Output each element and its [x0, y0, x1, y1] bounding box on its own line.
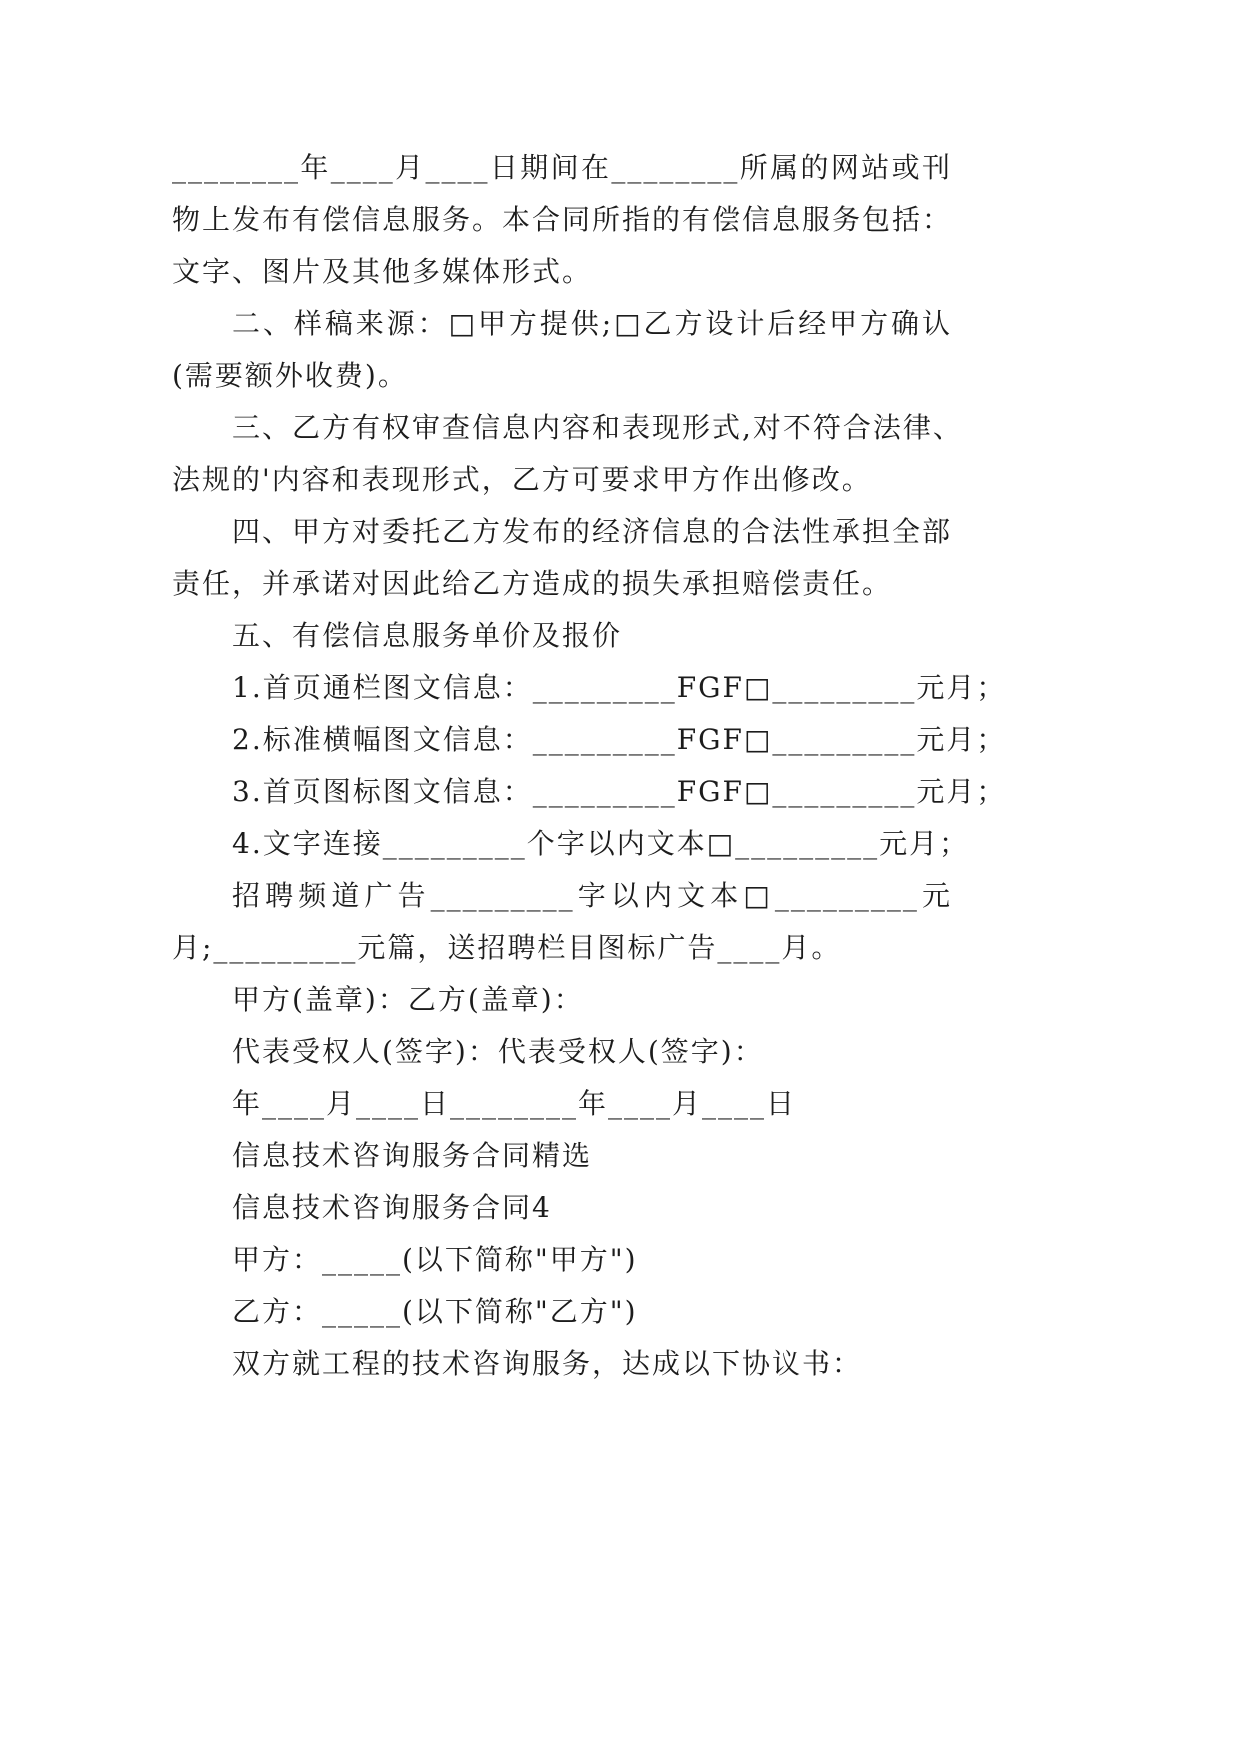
paragraph-line: 四、甲方对委托乙方发布的经济信息的合法性承担全部 [232, 515, 953, 548]
paragraph-line: 双方就工程的技术咨询服务，达成以下协议书： [232, 1347, 863, 1380]
date-line: 年____月____日________年____月____日 [232, 1087, 797, 1120]
paragraph-line: 月;_________元篇，送招聘栏目图标广告____月。 [172, 931, 842, 964]
price-item-4 [172, 818, 970, 870]
contract-title [172, 1182, 952, 1234]
paragraph-line: 二、样稿来源：□甲方提供;□乙方设计后经甲方确认 [232, 307, 952, 340]
price-line: 4.文字连接_________个字以内文本□_________元月； [232, 827, 970, 860]
clause-3-review-rights [172, 402, 963, 506]
party-line: 乙方：_____(以下简称"乙方") [232, 1295, 638, 1328]
paragraph-line: 法规的'内容和表现形式，乙方可要求甲方作出修改。 [172, 463, 872, 496]
paragraph-line: 招聘频道广告_________字以内文本□_________元 [232, 879, 952, 912]
contract-title-text: 信息技术咨询服务合同4 [232, 1191, 552, 1224]
paragraph-line: (需要额外收费)。 [172, 359, 408, 392]
clause-4-liability [172, 506, 952, 610]
price-line: 3.首页图标图文信息：_________FGF□_________元月； [232, 775, 1007, 808]
signature-date-line [172, 1078, 952, 1130]
paragraph-line: 责任，并承诺对因此给乙方造成的损失承担赔偿责任。 [172, 567, 893, 600]
signature-representative-line [172, 1026, 952, 1078]
clause-5-pricing-heading [172, 610, 952, 662]
party-a-line [172, 1234, 952, 1286]
price-item-3 [172, 766, 1007, 818]
price-item-2 [172, 714, 1007, 766]
paragraph-publishing-period [172, 142, 952, 298]
party-b-line [172, 1286, 952, 1338]
document-body [172, 142, 1007, 1390]
signature-seal-line [172, 974, 952, 1026]
party-line: 甲方：_____(以下简称"甲方") [232, 1243, 638, 1276]
paragraph-line: 文字、图片及其他多媒体形式。 [172, 255, 593, 288]
recruitment-ad-pricing [172, 870, 952, 974]
section-title-selected [172, 1130, 952, 1182]
section-title: 信息技术咨询服务合同精选 [232, 1139, 593, 1172]
agreement-intro [172, 1338, 952, 1390]
price-item-1 [172, 662, 1007, 714]
price-line: 1.首页通栏图文信息：_________FGF□_________元月； [232, 671, 1007, 704]
signature-line: 代表受权人(签字)：代表受权人(签字)： [232, 1035, 764, 1068]
signature-line: 甲方(盖章)：乙方(盖章)： [232, 983, 584, 1016]
clause-2-sample-source [172, 298, 952, 402]
paragraph-line: 三、乙方有权审查信息内容和表现形式,对不符合法律、 [232, 411, 963, 444]
paragraph-line: ________年____月____日期间在________所属的网站或刊 [172, 151, 952, 184]
price-line: 2.标准横幅图文信息：_________FGF□_________元月； [232, 723, 1007, 756]
paragraph-line: 物上发布有偿信息服务。本合同所指的有偿信息服务包括： [172, 203, 953, 236]
section-heading: 五、有偿信息服务单价及报价 [232, 619, 623, 652]
